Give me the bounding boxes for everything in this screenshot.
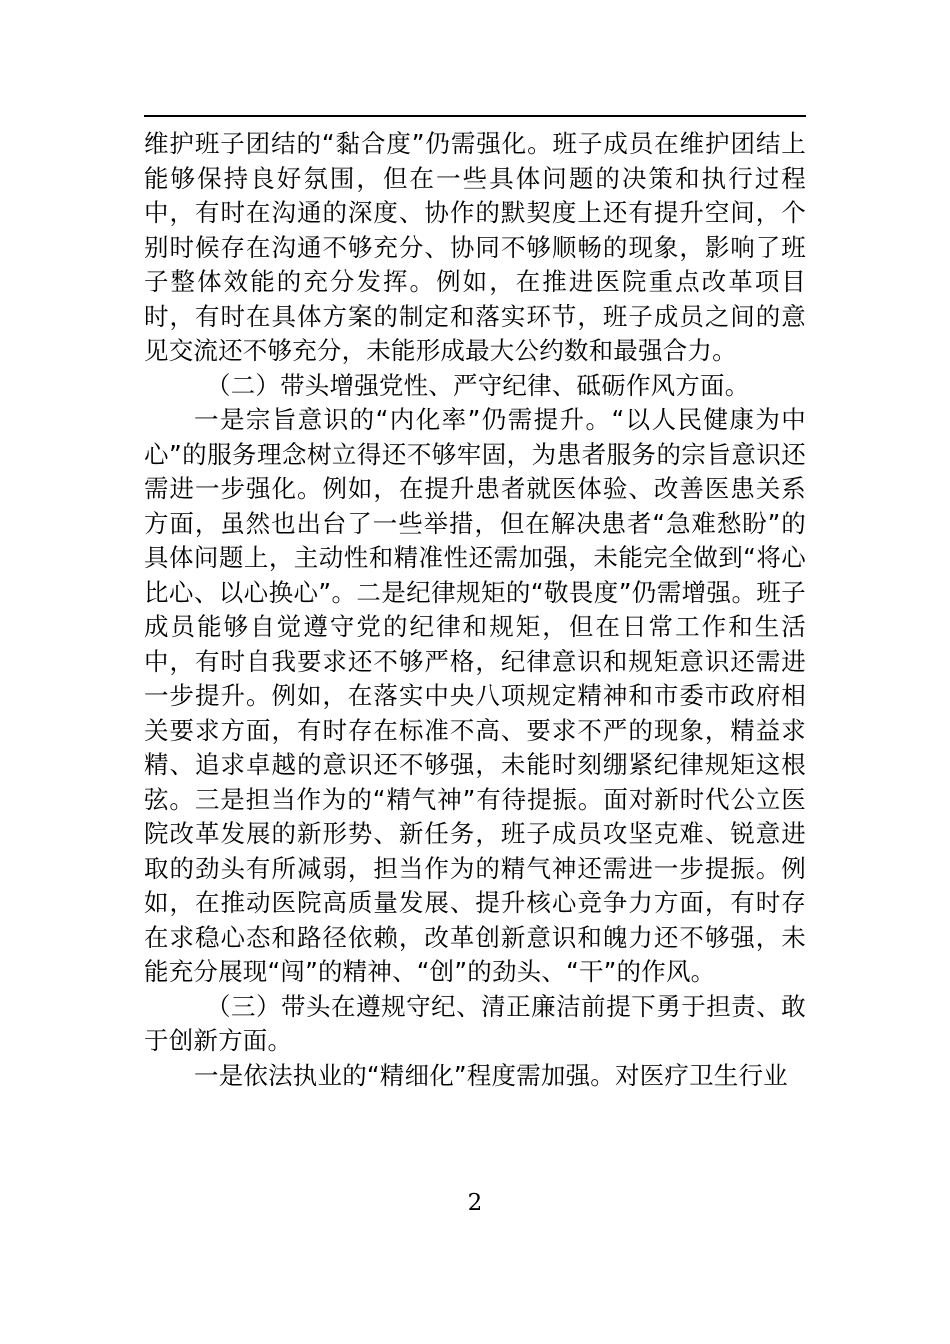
paragraph-lawful-practice: 一是依法执业的“精细化”程度需加强。对医疗卫生行业 (194, 1060, 788, 1090)
paragraph-purpose-discipline: 一是宗旨意识的“内化率”仍需提升。“以人民健康为中心”的服务理念树立得还不够牢固，为患者服务的宗旨意识还需进一步强化。例如，在提升患者就医体验、改善医患关系方面，虽然也出台了一些举措，但在解决患者“急难愁盼”的具体问题上，主动性和精准性还需加强，未能完全做到“将心比心、以心换心”。二是纪律规矩的“敬畏度”仍需增强。班子成员能够自觉遵守党的纪律和规矩，但在日常工作和生活中，有时自我要求还不够严格，纪律意识和规矩意识还需进一步提升。例如，在落实中央八项规定精神和市委市政府相关要求方面，有时存在标准不高、要求不严的现象，精益求精、追求卓越的意识还不够强，未能时刻绷紧纪律规矩这根弦。三是担当作为的“精气神”有待提振。面对新时代公立医院改革发展的新形势、新任务，班子成员攻坚克难、锐意进取的劲头有所减弱，担当作为的精气神还需进一步提振。例如，在推动医院高质量发展、提升核心竞争力方面，有时存在求稳心态和路径依赖，改革创新意识和魄力还不够强，未能充分展现“闯”的精神、“创”的劲头、“干”的作风。 (144, 405, 806, 986)
document-body (144, 127, 806, 1093)
page-number: 2 (467, 1190, 483, 1216)
paragraph-team-unity: 维护班子团结的“黏合度”仍需强化。班子成员在维护团结上能够保持良好氛围，但在一些具体问题的决策和执行过程中，有时在沟通的深度、协作的默契度上还有提升空间，个别时候存在沟通不够充分、协同不够顺畅的现象，影响了班子整体效能的充分发挥。例如，在推进医院重点改革项目时，有时在具体方案的制定和落实环节，班子成员之间的意见交流还不够充分，未能形成最大公约数和最强合力。 (144, 129, 806, 365)
section-heading-2: （二）带头增强党性、严守纪律、砥砺作风方面。 (206, 370, 750, 400)
section-heading-3: （三）带头在遵规守纪、清正廉洁前提下勇于担责、敢于创新方面。 (144, 991, 806, 1055)
header-rule (144, 115, 806, 117)
